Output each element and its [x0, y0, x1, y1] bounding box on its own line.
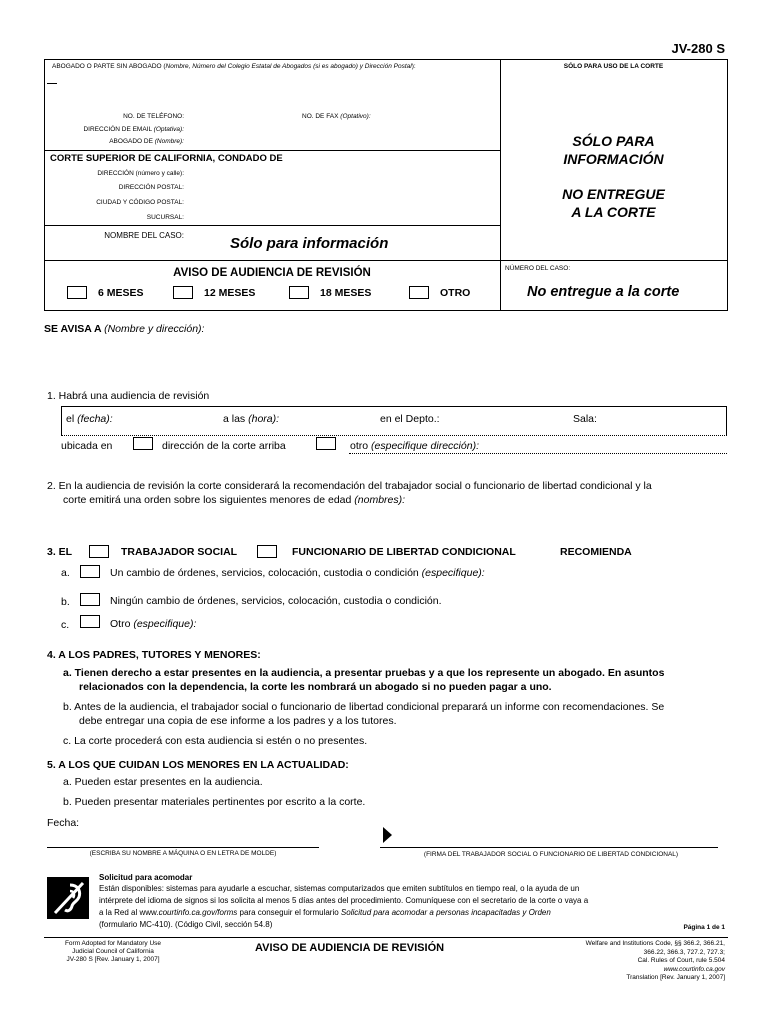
caption-divider: [500, 59, 501, 311]
checkbox-other-period[interactable]: [409, 286, 429, 299]
item1-text: 1. Habrá una audiencia de revisión: [47, 390, 210, 402]
form-id: JV-280 S: [671, 41, 725, 56]
item3-probation: FUNCIONARIO DE LIBERTAD CONDICIONAL: [292, 546, 516, 558]
accommodation-line3: a la Red al www.courtinfo.ca.gov/forms para conseguir el formulario Solicitud para acomodar a personas incapacitadas y Orden: [99, 908, 551, 917]
item1-court-addr-label: dirección de la corte arriba: [162, 440, 286, 452]
item1-room-label: Sala:: [573, 413, 597, 425]
item5-a-line: a. Pueden estar presentes en la audiencia.: [63, 776, 263, 788]
forms-link[interactable]: courtinfo.ca.gov/forms: [158, 908, 238, 917]
label-12-months: 12 MESES: [204, 287, 256, 299]
attorney-stub: [47, 83, 57, 84]
item3-c-text: Otro (especifique):: [110, 618, 197, 630]
checkbox-3a[interactable]: [80, 565, 100, 578]
checkbox-probation-officer[interactable]: [257, 545, 277, 558]
phone-label: NO. DE TELÉFONO:: [123, 113, 184, 120]
fax-label: NO. DE FAX (Optativo):: [302, 113, 371, 120]
accommodation-heading: Solicitud para acomodar: [99, 873, 193, 882]
street-label: DIRECCIÓN (número y calle):: [97, 170, 184, 177]
accommodation-line1: Están disponibles: sistemas para ayudarle a escuchar, sistemas computarizados que emiten subtítulos en tiempo real, o la ayuda de un: [99, 884, 580, 893]
case-number-value[interactable]: No entregue a la corte: [527, 284, 680, 300]
notice-title: AVISO DE AUDIENCIA DE REVISIÓN: [173, 267, 371, 279]
checkbox-court-address[interactable]: [133, 437, 153, 450]
checkbox-3c[interactable]: [80, 615, 100, 628]
print-name-label: (ESCRIBA SU NOMBRE A MÁQUINA O EN LETRA DE MOLDE): [89, 850, 277, 857]
item1-time-label: a las (hora):: [223, 413, 280, 425]
item1-other-rule: [349, 453, 727, 454]
email-label: DIRECCIÓN DE EMAIL (Optativa):: [83, 126, 184, 133]
city-label: CIUDAD Y CÓDIGO POSTAL:: [96, 199, 184, 206]
attorney-label: ABOGADO O PARTE SIN ABOGADO (Nombre, Número del Colegio Estatal de Abogados (si es abogado) y Dirección Postal):: [52, 63, 416, 70]
item1-dept-label: en el Depto.:: [380, 413, 440, 425]
checkbox-12-months[interactable]: [173, 286, 193, 299]
checkbox-other-address[interactable]: [316, 437, 336, 450]
item3-recommends: RECOMIENDA: [560, 546, 632, 558]
accommodation-line4: (formulario MC-410). (Código Civil, sección 54.8): [99, 920, 273, 929]
court-use-label: SÓLO PARA USO DE LA CORTE: [563, 63, 664, 70]
court-rule: [44, 150, 500, 151]
caption-top-border: [44, 59, 728, 60]
title-rule: [44, 260, 728, 261]
caption-bottom-border: [44, 310, 728, 311]
checkbox-6-months[interactable]: [67, 286, 87, 299]
date-label: Fecha:: [47, 817, 80, 829]
case-name-value[interactable]: Sólo para información: [230, 235, 389, 252]
item4-c-line: c. La corte procederá con esta audiencia si estén o no presentes.: [63, 735, 368, 747]
item2-line2: corte emitirá una orden sobre los siguientes menores de edad (nombres):: [63, 494, 406, 506]
info-only-line1: SÓLO PARA: [572, 133, 655, 149]
item3-b-text: Ningún cambio de órdenes, servicios, colocación, custodia o condición.: [110, 595, 442, 607]
signature-line: [380, 847, 718, 848]
notice-to: SE AVISA A (Nombre y dirección):: [44, 323, 205, 335]
item3-a-letter: a.: [61, 567, 70, 579]
checkbox-3b[interactable]: [80, 593, 100, 606]
accommodation-line2: intérprete del idioma de signos si los solicita al menos 5 días antes del procedimiento. Comuníquese con el secretario de la corte o vaya a: [99, 896, 589, 905]
item4-heading: 4. A LOS PADRES, TUTORES Y MENORES:: [47, 649, 261, 661]
item1-date-label: el (fecha):: [66, 413, 113, 425]
label-18-months: 18 MESES: [320, 287, 372, 299]
no-file-line1: NO ENTREGUE: [562, 186, 665, 202]
footer-website-link[interactable]: www.courtinfo.ca.gov: [663, 965, 725, 973]
item2-line1: 2. En la audiencia de revisión la corte considerará la recomendación del trabajador social o funcionario de libertad condicional y la: [47, 480, 652, 492]
label-other-period: OTRO: [440, 287, 471, 299]
item4-b-line1: b. Antes de la audiencia, el trabajador social o funcionario de libertad condicional preparará un informe con recomendaciones. Se: [63, 701, 665, 713]
footer-title: AVISO DE AUDIENCIA DE REVISIÓN: [255, 942, 445, 954]
item3-social-worker: TRABAJADOR SOCIAL: [121, 546, 238, 558]
item1-located-label: ubicada en: [61, 440, 113, 452]
item1-other-label: otro (especifique dirección):: [350, 440, 479, 452]
ear-icon: [47, 877, 89, 919]
court-title: CORTE SUPERIOR DE CALIFORNIA, CONDADO DE: [50, 153, 283, 164]
item3-c-letter: c.: [61, 619, 70, 631]
signature-arrow-icon: [383, 827, 392, 843]
info-only-line2: INFORMACIÓN: [563, 151, 664, 167]
item4-a-line2: relacionados con la dependencia, la corte les nombrará un abogado si no pueden pagar a uno.: [79, 681, 552, 693]
case-number-label: NÚMERO DEL CASO:: [505, 265, 571, 272]
print-name-line: [47, 847, 319, 848]
attorney-for-label: ABOGADO DE (Nombre):: [109, 138, 184, 145]
case-name-label: NOMBRE DEL CASO:: [104, 231, 184, 240]
item3-a-text: Un cambio de órdenes, servicios, colocación, custodia o condición (especifique):: [110, 567, 485, 579]
checkbox-18-months[interactable]: [289, 286, 309, 299]
item4-a-line1: a. Tienen derecho a estar presentes en la audiencia, a presentar pruebas y a que los represente un abogado. En asuntos: [63, 667, 665, 679]
checkbox-social-worker[interactable]: [89, 545, 109, 558]
case-name-rule: [44, 225, 500, 226]
footer-right: Welfare and Institutions Code, §§ 366.2, 366.21, 366.22, 366.3, 727.2, 727.3; Cal. Rules of Court, rule 5.504 www.courtinfo.ca.gov Translation [Rev. January 1, 2007]: [520, 940, 725, 983]
hearing-assist-icon: [47, 877, 89, 919]
item3-num: 3. EL: [47, 546, 73, 558]
item4-b-line2: debe entregar una copia de ese informe a los padres y a los tutores.: [79, 715, 397, 727]
signature-label: (FIRMA DEL TRABAJADOR SOCIAL O FUNCIONARIO DE LIBERTAD CONDICIONAL): [423, 851, 679, 858]
mail-label: DIRECCIÓN POSTAL:: [118, 184, 184, 191]
item3-b-letter: b.: [61, 596, 70, 608]
footer-rule: [44, 937, 728, 938]
page-label: Página 1 de 1: [683, 924, 725, 931]
no-file-line2: A LA CORTE: [571, 204, 656, 220]
item5-heading: 5. A LOS QUE CUIDAN LOS MENORES EN LA ACTUALIDAD:: [47, 759, 349, 771]
label-6-months: 6 MESES: [98, 287, 144, 299]
footer-left: Form Adopted for Mandatory Use Judicial Council of California JV-280 S [Rev. January 1, 2007]: [64, 940, 162, 963]
branch-label: SUCURSAL:: [146, 214, 184, 221]
item5-b-line: b. Pueden presentar materiales pertinentes por escrito a la corte.: [63, 796, 366, 808]
caption-right-border: [727, 59, 728, 311]
